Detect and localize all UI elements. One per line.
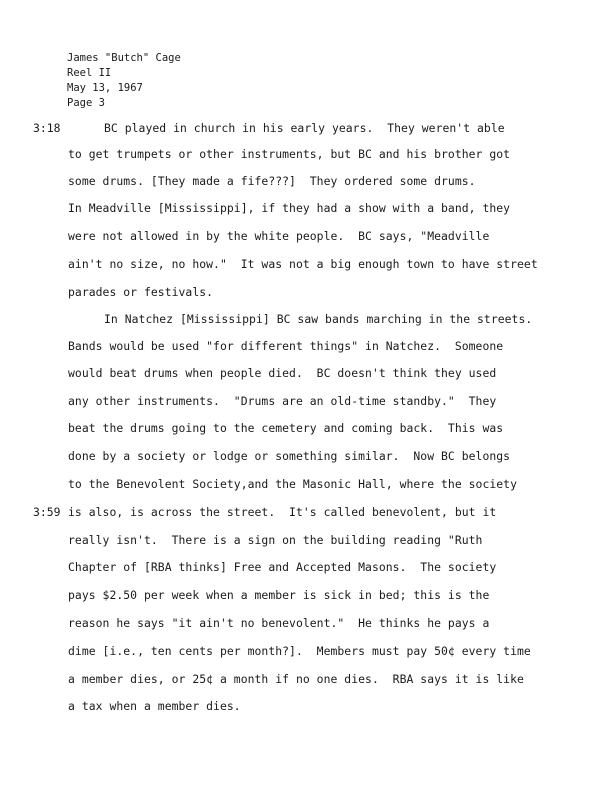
transcript-line: pays $2.50 per week when a member is sick in bed; this is the	[68, 588, 490, 602]
timestamp-marker: 3:18	[33, 121, 61, 135]
transcript-line: a tax when a member dies.	[68, 699, 241, 713]
transcript-line: ain't no size, no how." It was not a big enough town to have street	[68, 257, 538, 271]
transcript-line: Chapter of [RBA thinks] Free and Accepted Masons. The society	[68, 560, 497, 574]
transcript-line: to the Benevolent Society,and the Masonic Hall, where the society	[68, 477, 518, 491]
transcript-line: beat the drums going to the cemetery and coming back. This was	[68, 421, 504, 435]
interview-date: May 13, 1967	[67, 82, 143, 94]
transcript-line: is also, is across the street. It's called benevolent, but it	[68, 505, 497, 519]
transcript-line: some drums. [They made a fife???] They ordered some drums.	[68, 174, 476, 188]
transcript-line: done by a society or lodge or something similar. Now BC belongs	[68, 449, 511, 463]
reel-number: Reel II	[67, 67, 112, 79]
transcript-line: reason he says "it ain't no benevolent." He thinks he pays a	[68, 616, 490, 630]
transcript-line: dime [i.e., ten cents per month?]. Members must pay 50¢ every time	[68, 644, 531, 658]
transcript-line: any other instruments. "Drums are an old-time standby." They	[68, 394, 497, 408]
transcript-line: In Natchez [Mississippi] BC saw bands marching in the streets.	[104, 312, 533, 326]
transcript-line: BC played in church in his early years. They weren't able	[104, 121, 505, 135]
transcript-line: Bands would be used "for different things" in Natchez. Someone	[68, 339, 504, 353]
transcript-line: a member dies, or 25¢ a month if no one dies. RBA says it is like	[68, 672, 524, 686]
document-header	[67, 51, 181, 111]
transcript-line: were not allowed in by the white people. BC says, "Meadville	[68, 229, 490, 243]
interviewee-name: James "Butch" Cage	[67, 52, 181, 64]
transcript-line: really isn't. There is a sign on the building reading "Ruth	[68, 533, 483, 547]
transcript-line: to get trumpets or other instruments, but BC and his brother got	[68, 147, 511, 161]
page-number: Page 3	[67, 97, 105, 109]
transcript-line: parades or festivals.	[68, 285, 214, 299]
transcript-line: would beat drums when people died. BC doesn't think they used	[68, 366, 497, 380]
timestamp-marker: 3:59	[33, 505, 61, 519]
transcript-line: In Meadville [Mississippi], if they had a show with a band, they	[68, 201, 511, 215]
